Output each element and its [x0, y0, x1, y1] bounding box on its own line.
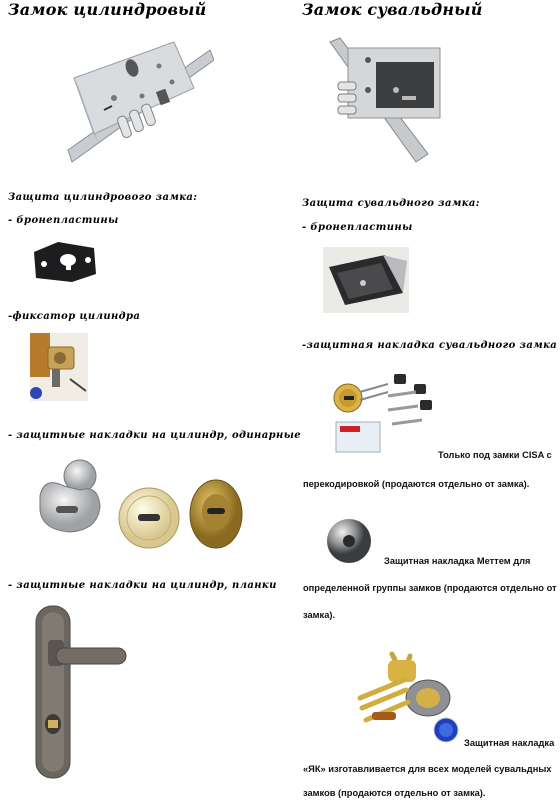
right-title: Замок сувальдный	[302, 0, 483, 19]
left-item-armor-plates: - бронепластины	[8, 215, 119, 226]
right-item-lever-pad: -защитная накладка сувальдного замка	[302, 340, 558, 351]
mettem-pad-image	[323, 516, 375, 566]
armor-plate-image-left	[28, 238, 100, 286]
lever-lock-image	[324, 34, 450, 168]
yak-pad-image	[340, 650, 466, 746]
yak-note-line3: замков (продаются отдельно от замка).	[303, 788, 486, 798]
armor-plate-image-right	[323, 247, 409, 313]
cisa-recode-kit-image	[332, 370, 438, 456]
mettem-note-line2: определенной группы замков (продаются отдельно от	[303, 583, 557, 593]
handle-plate-image	[26, 600, 130, 780]
left-item-escutcheons-plates: - защитные накладки на цилиндр, планки	[8, 580, 277, 591]
cylinder-fixer-image	[30, 333, 88, 401]
left-title: Замок цилиндровый	[8, 0, 207, 19]
left-protection-heading: Защита цилиндрового замка:	[8, 192, 198, 203]
yak-note-line1: Защитная накладка	[464, 738, 555, 748]
yak-note-line2: «ЯК» изготавливается для всех моделей сувальдных	[303, 764, 552, 774]
right-protection-heading: Защита сувальдного замка:	[302, 198, 480, 209]
right-item-armor-plates: - бронепластины	[302, 222, 413, 233]
mettem-note-line3: замка).	[303, 610, 336, 620]
cisa-note-line2: перекодировкой (продаются отдельно от замка).	[303, 479, 530, 489]
cisa-note-line1: Только под замки CISA с	[438, 450, 552, 460]
mettem-note-line1: Защитная накладка Меттем для	[384, 556, 531, 566]
left-item-cylinder-fixer: -фиксатор цилиндра	[8, 311, 141, 322]
cylinder-lock-image	[64, 38, 214, 170]
cylinder-escutcheon-image	[34, 456, 246, 556]
left-item-escutcheons-single: - защитные накладки на цилиндр, одинарные	[8, 430, 302, 441]
